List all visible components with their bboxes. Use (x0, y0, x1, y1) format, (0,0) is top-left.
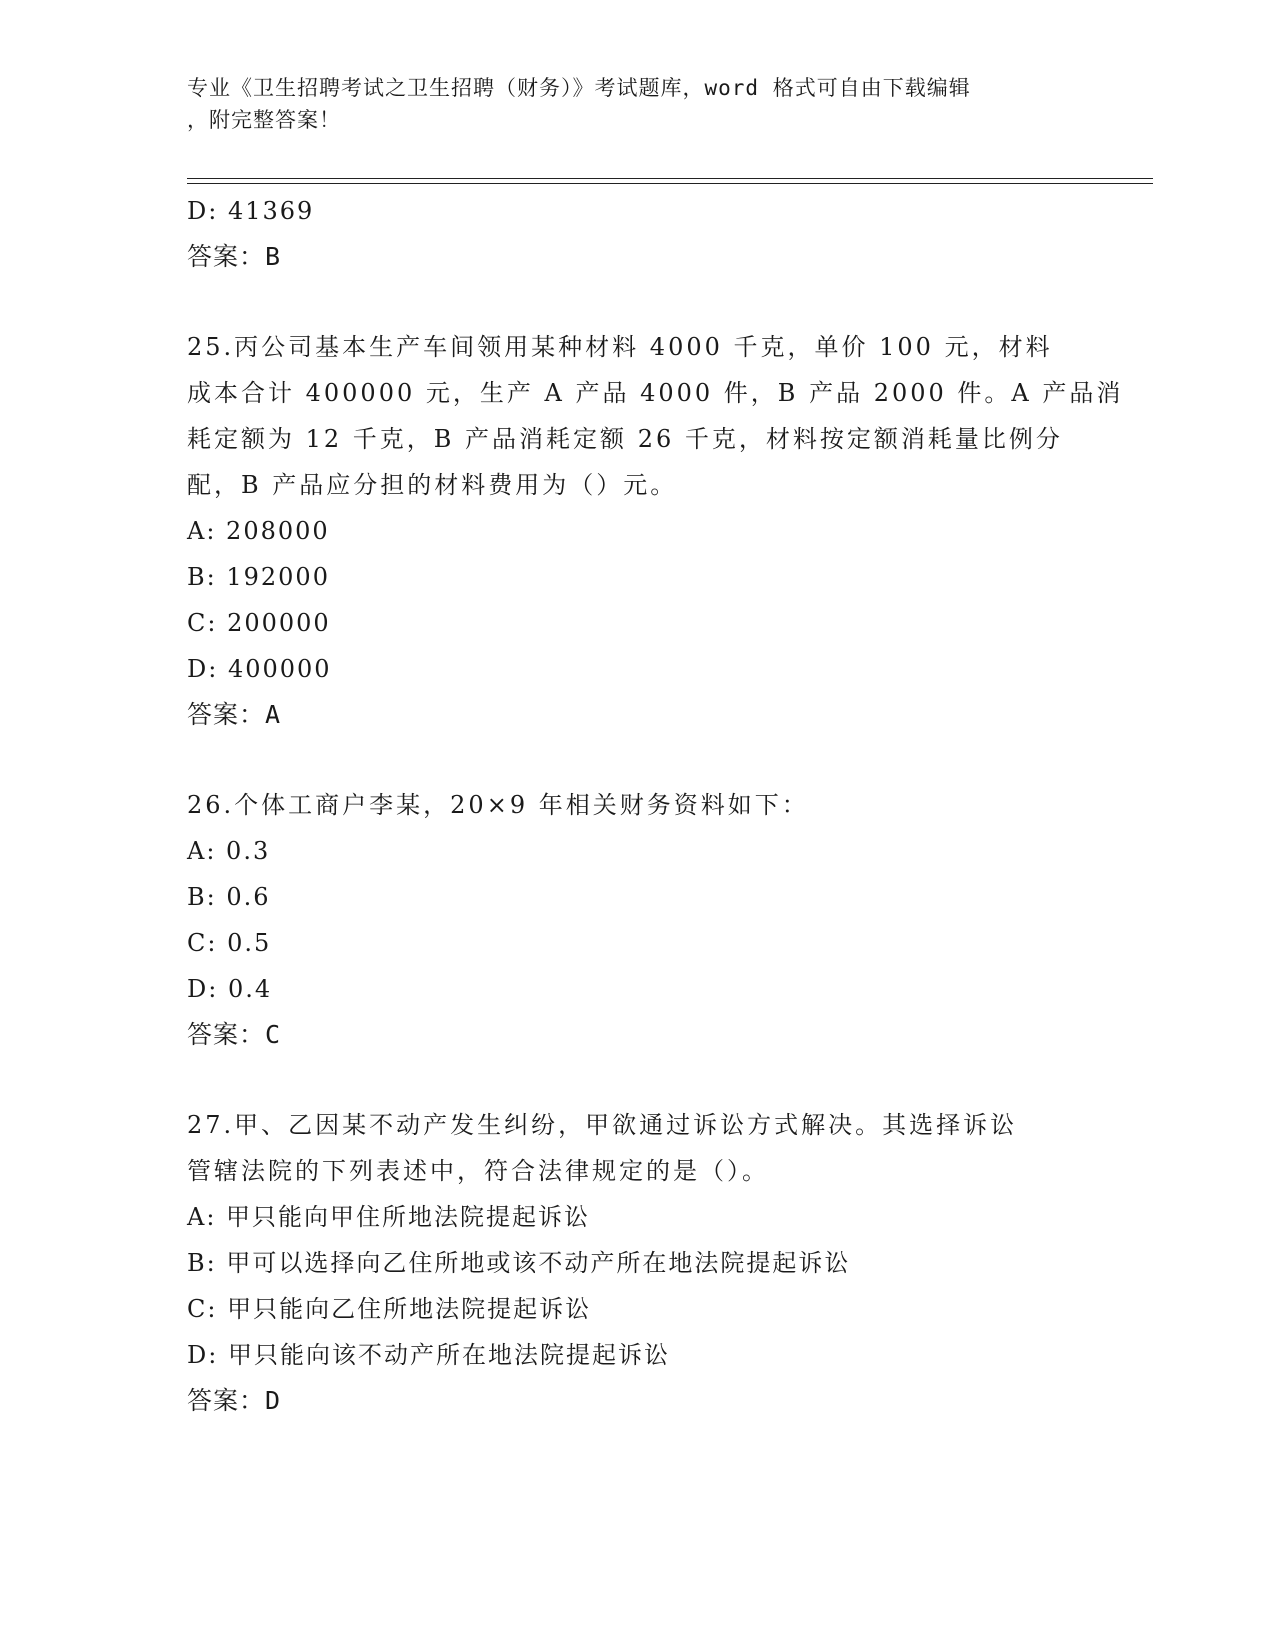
option-a: A: 0.3 (187, 837, 271, 865)
option-a: A: 甲只能向甲住所地法院提起诉讼 (187, 1203, 591, 1231)
question-stem-line: 耗定额为 12 千克，B 产品消耗定额 26 千克，材料按定额消耗量比例分 (187, 425, 1063, 453)
answer-value: A (265, 700, 282, 729)
document-body (187, 188, 1124, 1424)
answer-line (187, 1378, 1087, 1424)
answer-label: 答案： (187, 700, 266, 729)
answer-label: 答案： (187, 1386, 266, 1415)
header-divider-bottom (187, 183, 1153, 184)
answer-label: 答案： (187, 1020, 266, 1049)
answer-line (187, 234, 1087, 280)
option-d: D: 41369 (187, 197, 315, 225)
answer-value: B (265, 242, 282, 271)
answer-value: C (265, 1020, 282, 1049)
question-26 (187, 782, 1087, 1058)
question-stem-line: 27.甲、乙因某不动产发生纠纷，甲欲通过诉讼方式解决。其选择诉讼 (187, 1111, 1018, 1139)
option-d: D: 甲只能向该不动产所在地法院提起诉讼 (187, 1341, 670, 1369)
question-stem-line: 成本合计 400000 元，生产 A 产品 4000 件，B 产品 2000 件。A 产品消 (187, 379, 1124, 407)
previous-question-tail (187, 188, 1087, 280)
question-stem-line: 配，B 产品应分担的材料费用为（）元。 (187, 471, 678, 499)
option-a: A: 208000 (187, 517, 330, 545)
option-d: D: 0.4 (187, 975, 273, 1003)
answer-line (187, 1012, 1087, 1058)
header-divider-top (187, 178, 1153, 179)
question-stem-line: 26.个体工商户李某，20×9 年相关财务资料如下： (187, 791, 809, 819)
option-c: C: 甲只能向乙住所地法院提起诉讼 (187, 1295, 592, 1323)
answer-value: D (265, 1386, 282, 1415)
question-25 (187, 324, 1124, 738)
option-b: B: 甲可以选择向乙住所地或该不动产所在地法院提起诉讼 (187, 1249, 851, 1277)
question-stem-line: 管辖法院的下列表述中，符合法律规定的是（）。 (187, 1157, 769, 1185)
option-b: B: 192000 (187, 563, 330, 591)
answer-label: 答案： (187, 242, 266, 271)
answer-line (187, 692, 1087, 738)
option-c: C: 0.5 (187, 929, 272, 957)
option-b: B: 0.6 (187, 883, 271, 911)
option-d: D: 400000 (187, 655, 332, 683)
document-header (187, 72, 1067, 136)
option-c: C: 200000 (187, 609, 331, 637)
header-line-2: ，附完整答案！ (187, 108, 341, 132)
question-27 (187, 1102, 1087, 1424)
question-stem-line: 25.丙公司基本生产车间领用某种材料 4000 千克，单价 100 元，材料 (187, 333, 1053, 361)
header-line-1: 专业《卫生招聘考试之卫生招聘（财务）》考试题库，word 格式可自由下载编辑 (187, 76, 971, 100)
